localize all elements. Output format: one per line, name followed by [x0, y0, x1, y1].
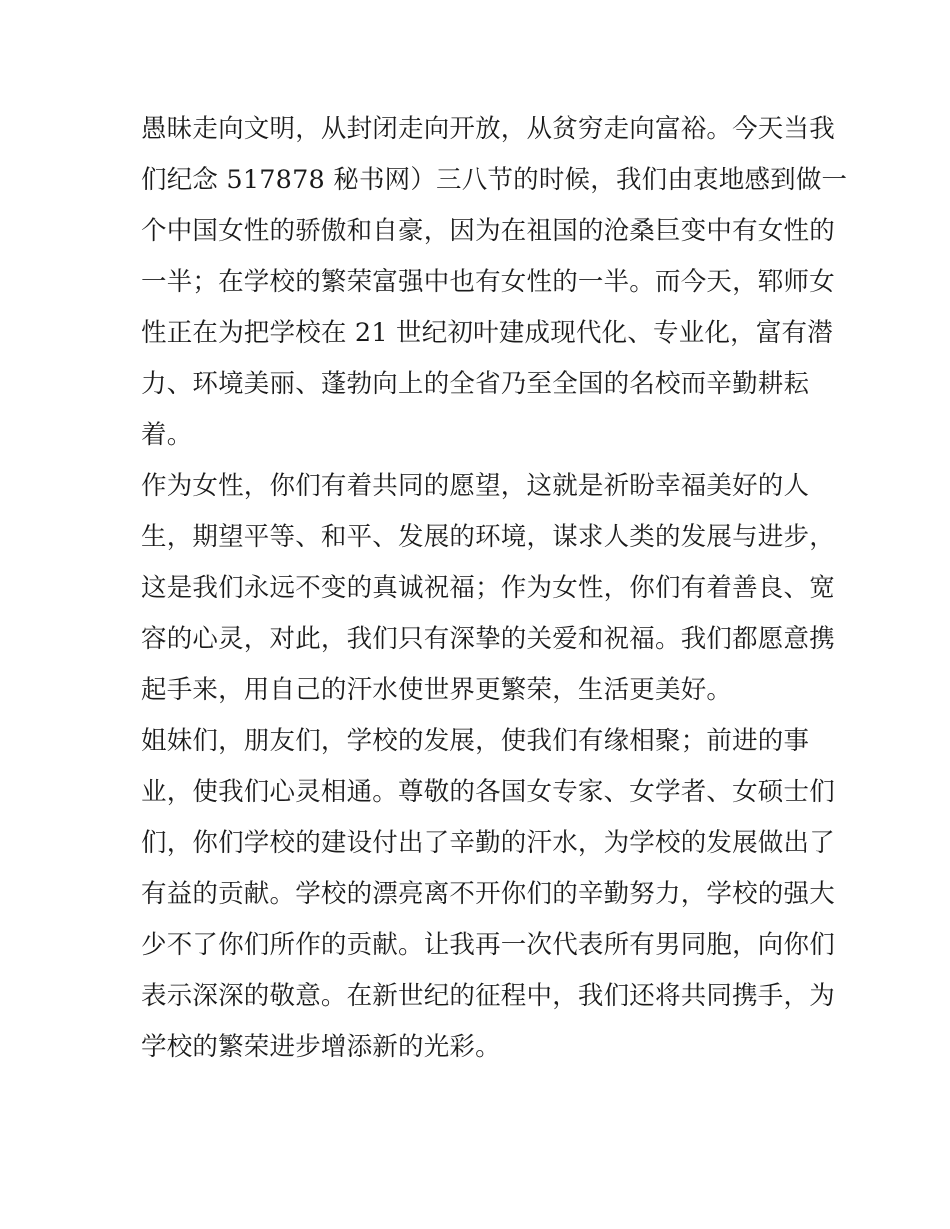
text-line: 姐妹们，朋友们，学校的发展，使我们有缘相聚；前进的事: [141, 726, 810, 756]
text-line: 愚昧走向文明，从封闭走向开放，从贫穷走向富裕。今天当我: [141, 114, 835, 144]
text-line: 容的心灵，对此，我们只有深挚的关爱和祝福。我们都愿意携: [141, 624, 835, 654]
text-line: 少不了你们所作的贡献。让我再一次代表所有男同胞，向你们: [141, 930, 835, 960]
text-line: 一半；在学校的繁荣富强中也有女性的一半。而今天，郓师女: [141, 267, 835, 297]
text-line: 有益的贡献。学校的漂亮离不开你们的辛勤努力，学校的强大: [141, 879, 835, 909]
text-line: 力、环境美丽、蓬勃向上的全省乃至全国的名校而辛勤耕耘: [141, 369, 810, 399]
text-line: 表示深深的敬意。在新世纪的征程中，我们还将共同携手，为: [141, 981, 835, 1011]
text-line: 个中国女性的骄傲和自豪，因为在祖国的沧桑巨变中有女性的: [141, 216, 835, 246]
text-line: 们，你们学校的建设付出了辛勤的汗水，为学校的发展做出了: [141, 828, 835, 858]
text-line: 这是我们永远不变的真诚祝福；作为女性，你们有着善良、宽: [141, 573, 835, 603]
text-line: 起手来，用自己的汗水使世界更繁荣，生活更美好。: [141, 675, 733, 705]
text-line: 着。: [141, 420, 193, 450]
text-line: 性正在为把学校在 21 世纪初叶建成现代化、专业化，富有潜: [141, 318, 833, 348]
document-body: [141, 104, 848, 1073]
text-line: 们纪念 517878 秘书网）三八节的时候，我们由衷地感到做一: [141, 165, 848, 195]
text-line: 学校的繁荣进步增添新的光彩。: [141, 1032, 501, 1062]
text-line: 作为女性，你们有着共同的愿望，这就是祈盼幸福美好的人: [141, 471, 810, 501]
text-line: 业，使我们心灵相通。尊敬的各国女专家、女学者、女硕士们: [141, 777, 835, 807]
text-line: 生，期望平等、和平、发展的环境，谋求人类的发展与进步，: [141, 522, 835, 552]
